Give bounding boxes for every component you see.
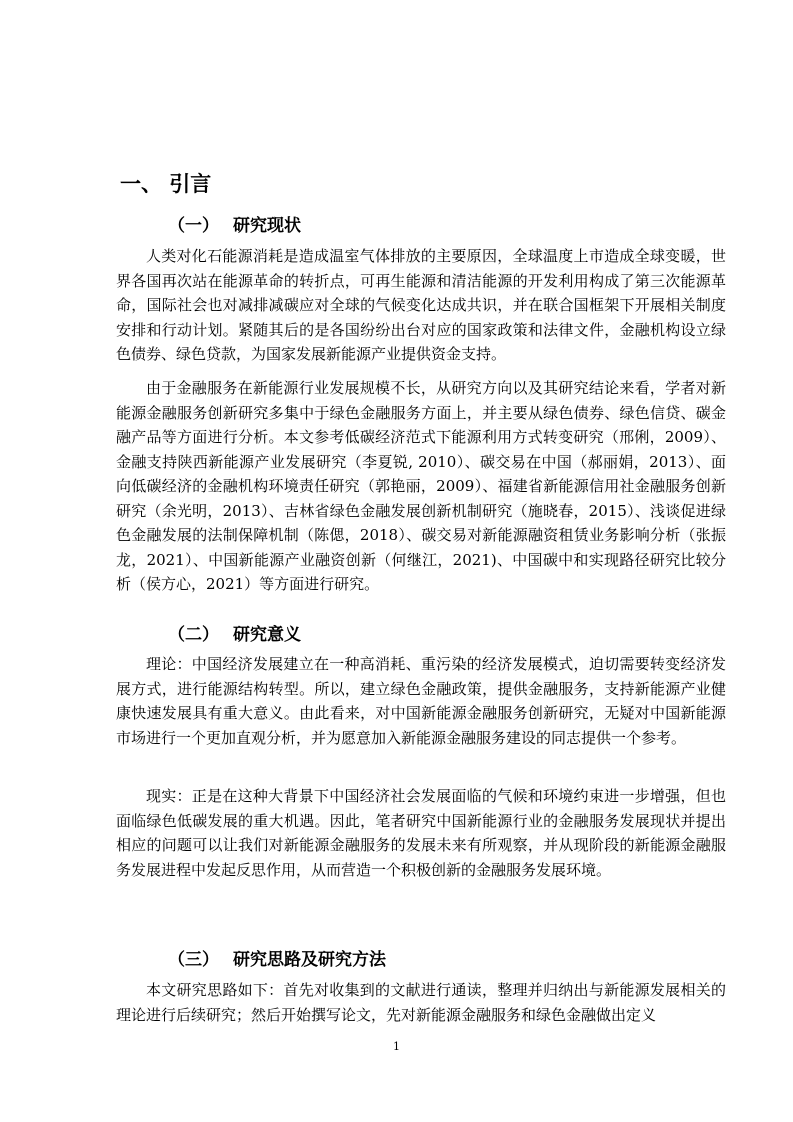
paragraph: 由于金融服务在新能源行业发展规模不长，从研究方向以及其研究结论来看，学者对新能源金融服务创新研究多集中于绿色金融服务方面上，并主要从绿色债券、绿色信贷、碳金融产品等方面进行分析。本文参考低碳经济范式下能源利用方式转变研究（邢俐，2009）、金融支持陕西新能源产业发展研究（李夏锐, 2010）、碳交易在中国（郝丽娟，2013）、面向低碳经济的金融机构环境责任研究（郭艳丽，2009）、福建省新能源信用社金融服务创新研究（余光明，2013）、吉林省绿色金融发展创新机制研究（施晓春，2015）、浅谈促进绿色金融发展的法制保障机制（陈偲，2018）、碳交易对新能源融资租赁业务影响分析（张振龙，2021）、中国新能源产业融资创新（何继江，2021)、中国碳中和实现路径研究比较分析（侯方心，2021）等方面进行研究。 [116, 379, 726, 593]
subsection-heading-research-status [168, 211, 301, 236]
paragraph: 现实：正是在这种大背景下中国经济社会发展面临的气候和环境约束进一步增强，但也面临绿色低碳发展的重大机遇。因此，笔者研究中国新能源行业的金融服务发展现状并提出相应的问题可以让我们对新能源金融服务的发展未来有所观察，并从现阶段的新能源金融服务发展进程中发起反思作用，从而营造一个积极创新的金融服务发展环境。 [116, 787, 726, 879]
subsection-number: （二） [168, 625, 219, 645]
page-number: 1 [393, 1040, 400, 1053]
section-heading-introduction: 一、 引言 [120, 172, 212, 196]
subsection-number: （三） [168, 950, 219, 970]
paragraph: 人类对化石能源消耗是造成温室气体排放的主要原因，全球温度上市造成全球变暖，世界各国再次站在能源革命的转折点，可再生能源和清洁能源的开发利用构成了第三次能源革命，国际社会也对减排减碳应对全球的气候变化达成共识，并在联合国框架下开展相关制度安排和行动计划。紧随其后的是各国纷纷出台对应的国家政策和法律文件，金融机构设立绿色债券、绿色贷款，为国家发展新能源产业提供资金支持。 [116, 247, 726, 363]
subsection-number: （一） [168, 216, 219, 236]
subsection-title: 研究现状 [233, 216, 301, 236]
subsection-title: 研究意义 [233, 625, 301, 645]
subsection-heading-research-significance [168, 620, 301, 645]
subsection-heading-research-approach [168, 945, 386, 970]
subsection-title: 研究思路及研究方法 [233, 950, 386, 970]
paragraph: 本文研究思路如下：首先对收集到的文献进行通读，整理并归纳出与新能源发展相关的理论进行后续研究；然后开始撰写论文，先对新能源金融服务和绿色金融做出定义 [116, 981, 726, 1024]
paragraph: 理论：中国经济发展建立在一种高消耗、重污染的经济发展模式，迫切需要转变经济发展方式，进行能源结构转型。所以，建立绿色金融政策，提供金融服务，支持新能源产业健康快速发展具有重大意义。由此看来，对中国新能源金融服务创新研究，无疑对中国新能源市场进行一个更加直观分析，并为愿意加入新能源金融服务建设的同志提供一个参考。 [116, 655, 726, 747]
